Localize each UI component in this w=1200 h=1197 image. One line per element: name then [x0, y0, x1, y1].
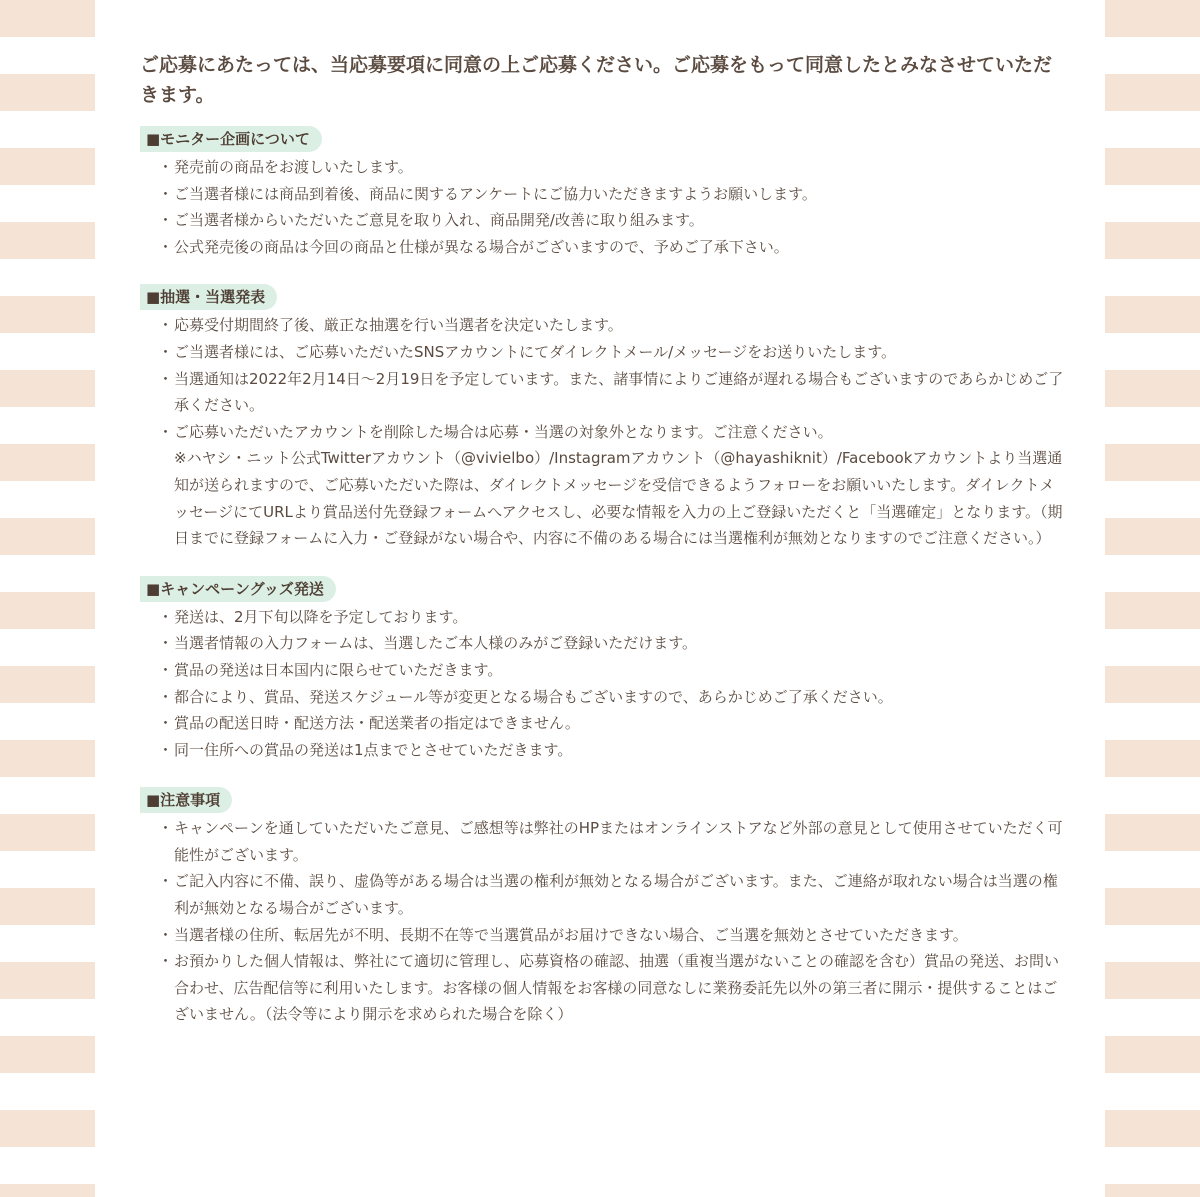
section-heading: ■抽選・当選発表: [140, 284, 277, 310]
list-item: [140, 154, 1065, 181]
list-item: [140, 339, 1065, 366]
list-item-text: お預かりした個人情報は、弊社にて適切に管理し、応募資格の確認、抽選（重複当選がないことの確認を含む）賞品の発送、お問い合わせ、広告配信等に利用いたします。お客様の個人情報をお客様の同意なしに業務委託先以外の第三者に開示・提供することはございません。（法令等により開示を求められた場合を除く）: [174, 952, 1060, 1024]
decorative-stripes-right: [1105, 0, 1200, 1197]
list-item: [140, 234, 1065, 261]
item-list: [140, 154, 1065, 260]
notice-text: ※ハヤシ・ニット公式Twitterアカウント（@vivielbo）/Instagramアカウント（@hayashiknit）/Facebookアカウントより当選通知が送られますので、ご応募いただいた際は、ダイレクトメッセージを受信できるようフォローをお願いいたします。ダイレクトメッセージにてURLより賞品送付先登録フォームへアクセスし、必要な情報を入力の上ご登録いただくと「当選確定」となります。（期日までに登録フォームに入力・ご登録がない場合や、内容に不備のある場合には当選権利が無効となりますのでご注意ください。）: [174, 449, 1063, 548]
sections-container: [140, 126, 1065, 1028]
section-heading: ■モニター企画について: [140, 126, 322, 152]
section-2: [140, 576, 1065, 764]
list-item: [140, 630, 1065, 657]
list-item-text: 都合により、賞品、発送スケジュール等が変更となる場合もございますので、あらかじめご了承ください。: [174, 687, 893, 706]
list-item: [140, 922, 1065, 949]
list-item-text: 賞品の発送は日本国内に限らせていただきます。: [174, 660, 503, 679]
intro-text: ご応募にあたっては、当応募要項に同意の上ご応募ください。ご応募をもって同意したとみなさせていただきます。: [140, 54, 1053, 106]
section-1: [140, 284, 1065, 551]
list-item: [140, 366, 1065, 419]
list-item: [140, 312, 1065, 339]
list-item-text: 賞品の配送日時・配送方法・配送業者の指定はできません。: [174, 714, 580, 733]
bullet-mark: ・: [158, 660, 174, 679]
list-item: [140, 604, 1065, 631]
list-item-text: 当選者情報の入力フォームは、当選したご本人様のみがご登録いただけます。: [174, 634, 698, 653]
list-item-text: 当選通知は2022年2月14日〜2月19日を予定しています。また、諸事情によりご連絡が遅れる場合もございますのであらかじめご了承ください。: [174, 369, 1064, 415]
bullet-mark: ・: [158, 237, 174, 256]
bullet-mark: ・: [158, 714, 174, 733]
item-list: [140, 815, 1065, 1028]
list-item-text: 同一住所への賞品の発送は1点までとさせていただきます。: [174, 740, 573, 759]
bullet-mark: ・: [158, 211, 174, 230]
item-list: [140, 604, 1065, 764]
bullet-mark: ・: [158, 316, 174, 335]
list-item: [140, 737, 1065, 764]
list-item-text: キャンペーンを通していただいたご意見、ご感想等は弊社のHPまたはオンラインストアなど外部の意見として使用させていただく可能性がございます。: [174, 819, 1063, 864]
list-item-text: ご記入内容に不備、誤り、虚偽等がある場合は当選の権利が無効となる場合がございます。また、ご連絡が取れない場合は当選の権利が無効となる場合がございます。: [174, 872, 1058, 918]
list-item-text: ご当選者様には商品到着後、商品に関するアンケートにご協力いただきますようお願いします。: [174, 184, 817, 203]
section-heading: ■注意事項: [140, 787, 232, 813]
bullet-mark: ・: [158, 634, 174, 653]
list-item: [140, 684, 1065, 711]
list-item-text: ご当選者様からいただいたご意見を取り入れ、商品開発/改善に取り組みます。: [174, 211, 704, 230]
list-item-text: ご当選者様には、ご応募いただいたSNSアカウントにてダイレクトメール/メッセージをお送りいたします。: [174, 342, 897, 361]
list-item-text: 発送は、2月下旬以降を予定しております。: [174, 607, 468, 626]
list-item: [140, 815, 1065, 868]
list-item: [140, 948, 1065, 1028]
decorative-stripes-left: [0, 0, 95, 1197]
list-item-text: 公式発売後の商品は今回の商品と仕様が異なる場合がございますので、予めご了承下さい。: [174, 237, 789, 256]
list-item-text: 当選者様の住所、転居先が不明、長期不在等で当選賞品がお届けできない場合、ご当選を無効とさせていただきます。: [174, 925, 968, 944]
bullet-mark: ・: [158, 952, 174, 971]
section-0: [140, 126, 1065, 260]
list-item: [140, 181, 1065, 208]
terms-content: [140, 50, 1065, 1052]
list-item: [140, 710, 1065, 737]
list-item: [140, 207, 1065, 234]
bullet-mark: ・: [158, 687, 174, 706]
list-item-text: 応募受付期間終了後、厳正な抽選を行い当選者を決定いたします。: [174, 316, 623, 335]
list-item: [140, 419, 1065, 552]
list-item-text: 発売前の商品をお渡しいたします。: [174, 158, 413, 176]
list-item-text: ご応募いただいたアカウントを削除した場合は応募・当選の対象外となります。ご注意ください。: [174, 422, 833, 441]
bullet-mark: ・: [158, 925, 174, 944]
bullet-mark: ・: [158, 158, 174, 176]
bullet-mark: ・: [158, 740, 174, 759]
bullet-mark: ・: [158, 422, 174, 441]
bullet-mark: ・: [158, 184, 174, 203]
section-3: [140, 787, 1065, 1028]
bullet-mark: ・: [158, 342, 174, 361]
bullet-mark: ・: [158, 872, 174, 891]
bullet-mark: ・: [158, 369, 174, 388]
item-list: [140, 312, 1065, 551]
list-item: [140, 657, 1065, 684]
section-heading: ■キャンペーングッズ発送: [140, 576, 336, 602]
bullet-mark: ・: [158, 819, 174, 838]
list-item: [140, 868, 1065, 921]
bullet-mark: ・: [158, 607, 174, 626]
